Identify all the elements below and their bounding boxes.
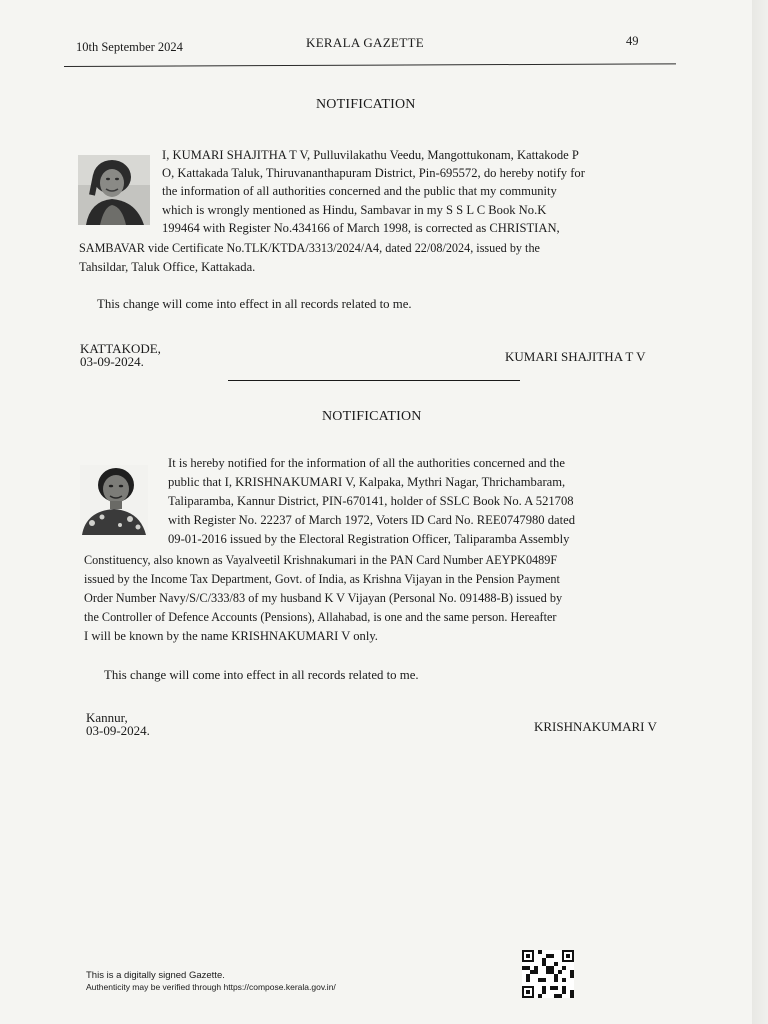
n1-line-5: 199464 with Register No.434166 of March 1998, is corrected as CHRISTIAN, [162, 221, 560, 235]
n1-line-1: I, KUMARI SHAJITHA T V, Pulluvilakathu Veedu, Mangottukonam, Kattakode P [162, 148, 579, 162]
n2-line-1: It is hereby notified for the information of all the authorities concerned and the [168, 456, 565, 470]
n1-place: KATTAKODE, [80, 341, 161, 356]
person-photo-icon [80, 465, 148, 535]
applicant-photo-2 [80, 465, 148, 535]
n2-date: 03-09-2024. [86, 723, 150, 738]
n2-line-9: the Controller of Defence Accounts (Pensions), Allahabad, is one and the same person. Hereafter [84, 610, 557, 624]
n1-line-4: which is wrongly mentioned as Hindu, Sambavar in my S S L C Book No.K [162, 203, 547, 217]
footer-verify-note: Authenticity may be verified through https://compose.kerala.gov.in/ [86, 982, 336, 992]
notification-1-title: NOTIFICATION [316, 97, 416, 112]
n1-line-7: Tahsildar, Taluk Office, Kattakada. [79, 260, 256, 274]
person-photo-icon [78, 155, 150, 225]
n2-line-8: Order Number Navy/S/C/333/83 of my husband K V Vijayan (Personal No. 091488-B) issued by [84, 591, 563, 605]
applicant-photo-1 [78, 155, 150, 225]
page-edge [752, 0, 768, 1024]
n2-effect-text: This change will come into effect in all records related to me. [104, 668, 419, 682]
n2-place: Kannur, [86, 710, 128, 725]
n2-line-2: public that I, KRISHNAKUMARI V, Kalpaka, Mythri Nagar, Thrichambaram, [168, 475, 566, 489]
notification-2-title: NOTIFICATION [322, 409, 422, 424]
n2-line-3: Taliparamba, Kannur District, PIN-670141, holder of SSLC Book No. A 521708 [168, 494, 574, 508]
header-rule [64, 63, 676, 67]
n1-date: 03-09-2024. [80, 354, 144, 369]
n1-line-3: the information of all authorities concerned and the public that my community [162, 184, 557, 198]
n1-line-2: O, Kattakada Taluk, Thiruvananthapuram District, Pin-695572, do hereby notify for [162, 166, 585, 180]
section-divider [228, 380, 520, 381]
n2-line-7: issued by the Income Tax Department, Govt. of India, as Krishna Vijayan in the Pension Payment [84, 572, 560, 586]
n2-line-5: 09-01-2016 issued by the Electoral Registration Officer, Taliparamba Assembly [168, 532, 570, 546]
n1-effect-text: This change will come into effect in all records related to me. [97, 297, 412, 311]
footer-signed-note: This is a digitally signed Gazette. [86, 970, 225, 981]
n1-signer: KUMARI SHAJITHA T V [505, 349, 646, 364]
qr-code-icon [522, 950, 574, 998]
header-title: KERALA GAZETTE [306, 35, 424, 50]
header-date: 10th September 2024 [76, 40, 183, 54]
n2-line-10: I will be known by the name KRISHNAKUMARI V only. [84, 629, 378, 643]
n1-line-6: SAMBAVAR vide Certificate No.TLK/KTDA/3313/2024/A4, dated 22/08/2024, issued by the [79, 241, 540, 255]
n2-signer: KRISHNAKUMARI V [534, 719, 657, 734]
n2-line-6: Constituency, also known as Vayalveetil Krishnakumari in the PAN Card Number AEYPK0489F [84, 553, 558, 567]
n2-line-4: with Register No. 22237 of March 1972, Voters ID Card No. REE0747980 dated [168, 513, 576, 527]
header-page-number: 49 [626, 34, 639, 48]
